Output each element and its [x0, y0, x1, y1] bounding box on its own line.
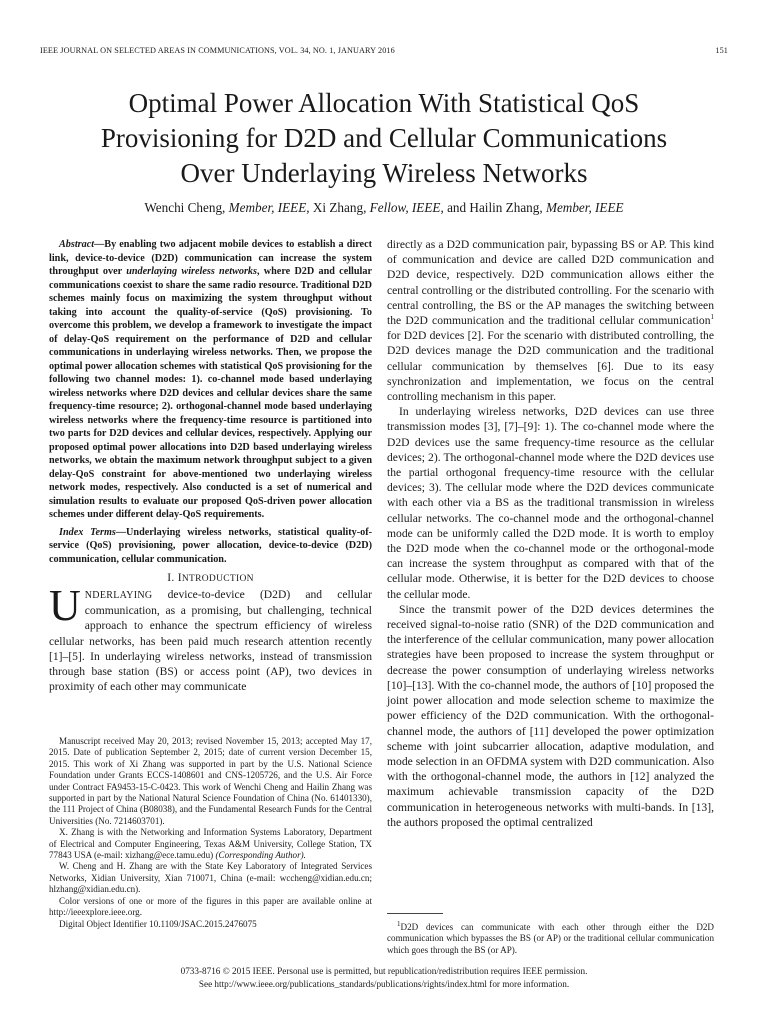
author-name: Hailin Zhang, — [469, 200, 543, 215]
abstract-dash: — — [94, 239, 105, 250]
journal-name: IEEE JOURNAL ON SELECTED AREAS IN COMMUNICATIONS, VOL. 34, NO. 1, JANUARY 2016 — [40, 46, 395, 55]
left-column — [49, 238, 372, 694]
author-role: Member, IEEE — [545, 200, 624, 215]
footnote-text: D2D devices can communicate with each other through either the D2D communication which bypasses the BS (or AP) or the traditional cellular communication which goes through the BS (or AP). — [387, 922, 714, 955]
footnote-area — [387, 913, 714, 956]
running-header — [40, 46, 728, 55]
index-terms — [49, 526, 372, 567]
drop-cap: U — [49, 581, 81, 630]
title-line: Provisioning for D2D and Cellular Communications — [100, 123, 668, 153]
affiliation-note: W. Cheng and H. Zhang are with the State Key Laboratory of Integrated Services Networks, Xidian University, Xian 710071, China (e-mail: wccheng@xidian.edu.cn; hlzhang@xidian.edu.cn). — [49, 861, 372, 895]
footnote-marker: 1 — [710, 313, 714, 322]
body-paragraph: In underlaying wireless networks, D2D devices can use three transmission modes [3], [7]–[9]: 1). The co-channel mode where the D2D devices use the same frequency-time resource as the cellular devices; 2). The orthogonal-channel mode where the D2D devices use the partial orthogonal frequency-time resource with the cellular devices; 3). The cellular mode where the D2D devices communicate with each other via a BS as the traditional transmission in wireless cellular networks. The co-channel mode and the orthogonal-channel mode can be uniformly called the D2D mode. It is worth to employ the D2D mode when the co-channel mode or the orthogonal-mode can increase the system throughput as compared with that of the cellular mode. Otherwise, it is better for the D2D devices to choose the cellular mode. — [387, 405, 714, 601]
body-paragraph — [387, 237, 714, 404]
section-number: I. — [167, 572, 178, 584]
section-heading — [49, 572, 372, 584]
author-list — [40, 200, 728, 216]
abstract-text: By enabling two adjacent mobile devices to establish a direct link, device-to-device (D2D) communication can increase the system throughput over — [49, 239, 372, 277]
author-separator: , — [440, 200, 448, 215]
abstract-text: , where D2D and cellular communications coexist to share the same radio resource. Traditional D2D schemes mainly focus on maximizing the system throughput without taking into account the quality-of-service (QoS) provisioning. To overcome this problem, we develop a framework to investigate the impact of delay-QoS requirement on the performance of D2D and cellular communications in underlaying wireless networks. Then, we propose the optimal power allocation schemes with statistical QoS provisioning for the following two channel modes: 1). co-channel mode based underlaying wireless networks where D2D devices and cellular devices share the same frequency-time resource; 2). orthogonal-channel mode based underlaying wireless networks where the frequency-time resource is partitioned into two parts for D2D devices and cellular devices, respectively. Applying our proposed optimal power allocations into D2D based underlaying wireless networks, we obtain the maximum network throughput subject to a given delay-QoS constraint for above-mentioned two underlaying wireless network modes, respectively. Also conducted is a set of numerical and simulation results to evaluate our proposed QoS-driven power allocation schemes under different delay-QoS requirements. — [49, 266, 372, 520]
affiliation-note — [49, 827, 372, 861]
first-page-footnotes — [49, 736, 372, 930]
index-terms-dash: — — [115, 526, 127, 538]
body-paragraph: Since the transmit power of the D2D devices determines the received signal-to-noise ratio (SNR) of the D2D communication and the interference of the cellular communication, many power allocation strategies have been proposed to increase the system throughput or decrease the power consumption of underlaying wireless networks [10]–[13]. With the co-channel mode, the authors of [10] proposed the joint power allocation and mode selection scheme to maximize the power efficiency of the D2D communication. With the orthogonal-channel mode, the authors of [11] developed the power optimization scheme with joint subcarrier allocation, adaptive modulation, and mode selection in an OFDMA system with D2D communication. Also with the orthogonal-channel mode, the authors in [12] analyzed the maximum achievable transmission capacity of the D2D communication in heterogeneous networks with multi-bands. In [13], the authors proposed the optimal centralized — [387, 602, 714, 829]
copyright-line: 0733-8716 © 2015 IEEE. Personal use is permitted, but republication/redistribution requires IEEE permission. — [180, 966, 588, 976]
author-name: Xi Zhang, — [312, 200, 367, 215]
abstract-emphasis: underlaying wireless networks — [126, 266, 257, 277]
title-line: Optimal Power Allocation With Statistical QoS — [128, 88, 640, 118]
author-role: Fellow, IEEE — [369, 200, 441, 215]
page-number: 151 — [715, 46, 728, 55]
manuscript-note: Manuscript received May 20, 2013; revised November 15, 2013; accepted May 17, 2015. Date of publication September 2, 2015; date of current version December 15, 2015. This work of Xi Zhang was supported in part by the U.S. National Science Foundation under Grants ECCS-1408601 and CNS-1205726, and the U.S. Air Force under Contract FA9453-15-C-0423. This work of Wenchi Cheng and Hailin Zhang was supported in part by the National Natural Science Foundation of China (No. 61401330), the 111 Project of China (B08038), and the Fundamental Research Funds for the Central Universities (No. 7214603701). — [49, 736, 372, 826]
intro-paragraph — [49, 581, 372, 694]
author-conjunction: and — [447, 200, 467, 215]
abstract — [49, 238, 372, 522]
right-column — [387, 237, 714, 830]
footnote-rule — [387, 913, 443, 914]
index-terms-text: Underlaying wireless networks, statistical quality-of-service (QoS) provisioning, power allocation, device-to-device (D2D) communication, cellular communication. — [49, 526, 372, 565]
affiliation-text: X. Zhang is with the Networking and Information Systems Laboratory, Department of Electrical and Computer Engineering, Texas A&M University, College Station, TX 77843 USA (e-mail: xizhang@ece.tamu.edu) — [49, 827, 372, 861]
copyright-notice — [40, 965, 728, 990]
abstract-label: Abstract — [59, 239, 95, 250]
doi-note: Digital Object Identifier 10.1109/JSAC.2015.2476075 — [59, 918, 257, 929]
body-text: directly as a D2D communication pair, bypassing BS or AP. This kind of communication and device are called D2D communication and D2D device, respectively. D2D communication allows either the central controlling or the distributed controlling. For the scenario with central controlling, the BS or the AP manages the switching between the D2D communication and the traditional cellular communication — [387, 238, 714, 328]
copyright-line: See http://www.ieee.org/publications_standards/publications/rights/index.html for more information. — [198, 978, 570, 989]
title-line: Over Underlaying Wireless Networks — [180, 158, 588, 188]
intro-lead-word: NDERLAYING — [84, 590, 153, 601]
author-separator: , — [306, 200, 313, 215]
body-text: for D2D devices [2]. For the scenario with distributed controlling, the D2D devices manage the D2D communication and the traditional cellular communication by themselves [6]. Due to its easy synchronization and implementation, we focus on the central controlling mechanism in this paper. — [387, 329, 714, 404]
corresponding-author: (Corresponding Author). — [215, 850, 306, 861]
footnote — [387, 919, 714, 956]
paper-title — [40, 86, 728, 191]
index-terms-label: Index Terms — [59, 526, 116, 538]
intro-text: device-to-device (D2D) and cellular communication, as a promising, but challenging, technical approach to enhance the spectrum efficiency of wireless cellular networks, has been paid much research attention recently [1]–[5]. In underlaying wireless networks, instead of transmission through base station (BS) or access point (AP), two devices in proximity of each other may communicate — [49, 588, 372, 694]
color-figures-note: Color versions of one or more of the figures in this paper are available online at http://ieeexplore.ieee.org. — [49, 895, 372, 918]
author-name: Wenchi Cheng, — [144, 200, 226, 215]
section-title-rest: NTRODUCTION — [181, 574, 254, 584]
section-title-initial: I — [177, 572, 182, 584]
author-role: Member, IEEE — [228, 200, 307, 215]
footnote-number: 1 — [397, 919, 401, 928]
